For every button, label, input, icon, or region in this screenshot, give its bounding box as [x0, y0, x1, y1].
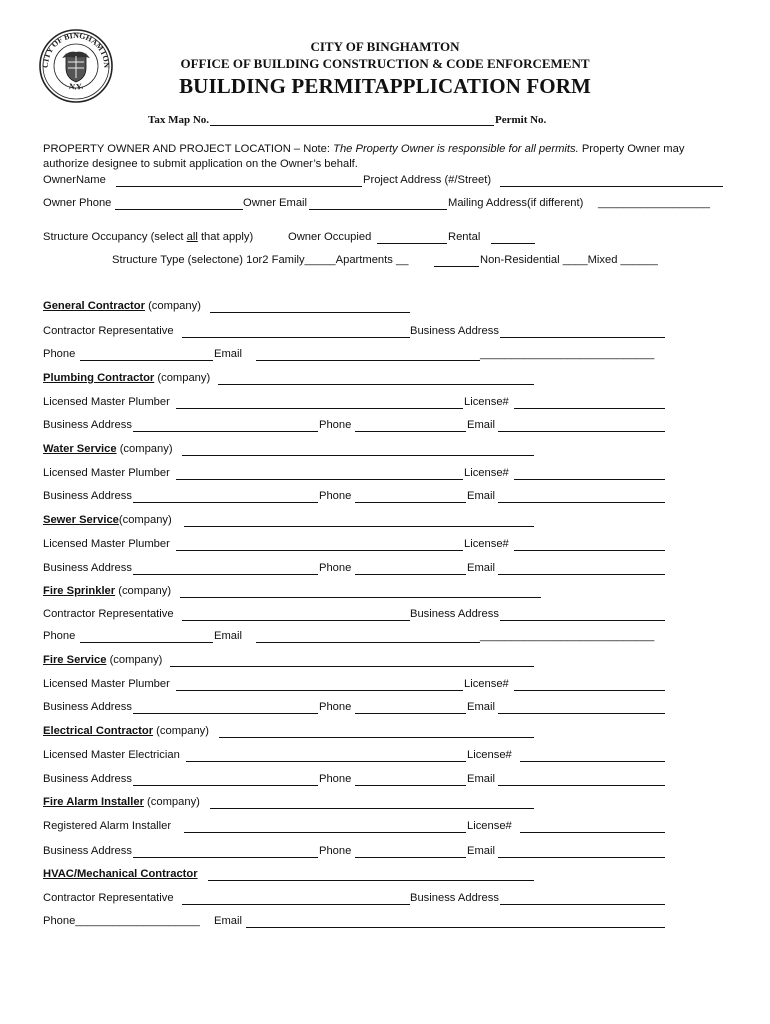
water-license-label: License#: [464, 467, 509, 479]
sprinkler-rep-label: Contractor Representative: [43, 608, 174, 620]
sewer-licensed-field[interactable]: [176, 550, 463, 551]
sprinkler-email-tail: ____________________________: [480, 630, 655, 642]
electrical-company-field[interactable]: [219, 737, 534, 738]
general-contractor-heading: General Contractor (company): [43, 300, 201, 312]
sprinkler-business-address-field[interactable]: [500, 620, 665, 621]
sewer-business-address-field[interactable]: [133, 574, 318, 575]
sewer-service-heading: Sewer Service(company): [43, 514, 172, 526]
owner-occupied-field[interactable]: [377, 243, 447, 244]
fire-service-company-field[interactable]: [170, 666, 534, 667]
general-phone-label: Phone: [43, 348, 76, 360]
rental-field[interactable]: [491, 243, 535, 244]
alarm-licensed-label: Registered Alarm Installer: [43, 820, 172, 832]
plumbing-phone-label: Phone: [319, 419, 352, 431]
fire-service-phone-label: Phone: [319, 701, 352, 713]
water-licensed-label: Licensed Master Plumber: [43, 467, 170, 479]
structure-type-label: Structure Type (selectone) 1or2 Family_____Apartments __: [112, 254, 409, 266]
fire-alarm-installer-heading: Fire Alarm Installer (company): [43, 796, 200, 808]
alarm-license-field[interactable]: [520, 832, 665, 833]
sewer-phone-field[interactable]: [355, 574, 466, 575]
fire-service-licensed-field[interactable]: [176, 690, 463, 691]
plumbing-company-field[interactable]: [218, 384, 534, 385]
electrical-contractor-heading: Electrical Contractor (company): [43, 725, 210, 737]
sewer-company-field[interactable]: [184, 526, 534, 527]
sewer-license-label: License#: [464, 538, 509, 550]
alarm-business-address-label: Business Address: [43, 845, 132, 857]
fire-service-email-field[interactable]: [498, 713, 665, 714]
form-title: BUILDING PERMITAPPLICATION FORM: [179, 74, 591, 98]
fire-service-license-label: License#: [464, 678, 509, 690]
city-heading: CITY OF BINGHAMTON: [310, 39, 460, 54]
tax-map-label: Tax Map No.: [148, 114, 210, 126]
general-business-address-label: Business Address: [410, 325, 499, 337]
structure-occupancy-label: Structure Occupancy (select all that apply): [43, 231, 254, 243]
hvac-phone-label: Phone____________________: [43, 915, 200, 927]
property-note-line2: authorize designee to submit application on the Owner’s behalf.: [43, 158, 358, 170]
sprinkler-rep-field[interactable]: [182, 620, 410, 621]
electrical-email-field[interactable]: [498, 785, 665, 786]
water-company-field[interactable]: [182, 455, 534, 456]
plumbing-licensed-label: Licensed Master Plumber: [43, 396, 170, 408]
seal-top-text: CITY OF BINGHAMTON: [40, 31, 112, 69]
owner-name-label: OwnerName: [43, 174, 106, 186]
general-rep-field[interactable]: [182, 337, 410, 338]
plumbing-contractor-heading: Plumbing Contractor (company): [43, 372, 211, 384]
fire-service-email-label: Email: [467, 701, 495, 713]
fire-service-business-address-field[interactable]: [133, 713, 318, 714]
sprinkler-phone-label: Phone: [43, 630, 76, 642]
plumbing-license-field[interactable]: [514, 408, 665, 409]
hvac-rep-label: Contractor Representative: [43, 892, 174, 904]
water-business-address-label: Business Address: [43, 490, 132, 502]
fire-service-licensed-label: Licensed Master Plumber: [43, 678, 170, 690]
electrical-phone-label: Phone: [319, 773, 352, 785]
fire-service-heading: Fire Service (company): [43, 654, 163, 666]
project-address-label: Project Address (#/Street): [363, 174, 492, 186]
alarm-license-label: License#: [467, 820, 512, 832]
water-phone-field[interactable]: [355, 502, 466, 503]
hvac-company-field[interactable]: [208, 880, 534, 881]
alarm-phone-field[interactable]: [355, 857, 466, 858]
owner-phone-field[interactable]: [115, 209, 243, 210]
rental-label: Rental: [448, 231, 481, 243]
hvac-business-address-field[interactable]: [500, 904, 665, 905]
general-rep-label: Contractor Representative: [43, 325, 174, 337]
general-company-field[interactable]: [210, 312, 410, 313]
plumbing-phone-field[interactable]: [355, 431, 466, 432]
plumbing-email-label: Email: [467, 419, 495, 431]
general-email-field[interactable]: [256, 360, 480, 361]
general-email-label: Email: [214, 348, 242, 360]
sewer-license-field[interactable]: [514, 550, 665, 551]
seal-bottom-text: N.Y.: [68, 81, 84, 92]
electrical-licensed-field[interactable]: [186, 761, 466, 762]
sewer-email-label: Email: [467, 562, 495, 574]
permit-no-label: Permit No.: [495, 114, 547, 126]
hvac-contractor-heading: HVAC/Mechanical Contractor: [43, 868, 198, 880]
fire-sprinkler-heading: Fire Sprinkler (company): [43, 585, 172, 597]
mailing-address-field[interactable]: __________________: [598, 197, 710, 209]
fire-service-license-field[interactable]: [514, 690, 665, 691]
alarm-business-address-field[interactable]: [133, 857, 318, 858]
plumbing-business-address-label: Business Address: [43, 419, 132, 431]
non-residential-mixed-label: Non-Residential ____Mixed ______: [480, 254, 658, 266]
owner-name-field[interactable]: [116, 186, 362, 187]
electrical-license-field[interactable]: [520, 761, 665, 762]
water-email-label: Email: [467, 490, 495, 502]
alarm-licensed-field[interactable]: [184, 832, 466, 833]
tax-map-field[interactable]: [210, 125, 494, 126]
water-service-heading: Water Service (company): [43, 443, 173, 455]
sprinkler-business-address-label: Business Address: [410, 608, 499, 620]
sewer-phone-label: Phone: [319, 562, 352, 574]
sprinkler-email-field[interactable]: [256, 642, 480, 643]
water-business-address-field[interactable]: [133, 502, 318, 503]
general-business-address-field[interactable]: [500, 337, 665, 338]
sewer-email-field[interactable]: [498, 574, 665, 575]
water-email-field[interactable]: [498, 502, 665, 503]
hvac-email-field[interactable]: [246, 927, 665, 928]
water-phone-label: Phone: [319, 490, 352, 502]
water-license-field[interactable]: [514, 479, 665, 480]
sewer-business-address-label: Business Address: [43, 562, 132, 574]
electrical-business-address-field[interactable]: [133, 785, 318, 786]
hvac-rep-field[interactable]: [182, 904, 410, 905]
mailing-address-label: Mailing Address(if different): [448, 197, 584, 209]
office-heading: OFFICE OF BUILDING CONSTRUCTION & CODE ENFORCEMENT: [180, 56, 590, 71]
alarm-company-field[interactable]: [210, 808, 534, 809]
plumbing-email-field[interactable]: [498, 431, 665, 432]
sprinkler-phone-field[interactable]: [80, 642, 213, 643]
water-licensed-field[interactable]: [176, 479, 463, 480]
general-phone-field[interactable]: [80, 360, 213, 361]
hvac-business-address-label: Business Address: [410, 892, 499, 904]
hvac-email-label: Email: [214, 915, 242, 927]
sprinkler-company-field[interactable]: [180, 597, 541, 598]
plumbing-licensed-field[interactable]: [176, 408, 463, 409]
electrical-business-address-label: Business Address: [43, 773, 132, 785]
electrical-email-label: Email: [467, 773, 495, 785]
apartments-field[interactable]: [434, 266, 479, 267]
electrical-license-label: License#: [467, 749, 512, 761]
electrical-licensed-label: Licensed Master Electrician: [43, 749, 180, 761]
property-note-line1: PROPERTY OWNER AND PROJECT LOCATION – Note: The Property Owner is responsible for all permits. Property Owner may: [43, 143, 685, 155]
plumbing-license-label: License#: [464, 396, 509, 408]
sprinkler-email-label: Email: [214, 630, 242, 642]
general-email-tail: ____________________________: [480, 348, 655, 360]
sewer-licensed-label: Licensed Master Plumber: [43, 538, 170, 550]
fire-service-phone-field[interactable]: [355, 713, 466, 714]
project-address-field[interactable]: [500, 186, 723, 187]
electrical-phone-field[interactable]: [355, 785, 466, 786]
owner-email-label: Owner Email: [243, 197, 308, 209]
owner-email-field[interactable]: [309, 209, 447, 210]
fire-service-business-address-label: Business Address: [43, 701, 132, 713]
alarm-email-field[interactable]: [498, 857, 665, 858]
owner-occupied-label: Owner Occupied: [288, 231, 372, 243]
alarm-email-label: Email: [467, 845, 495, 857]
alarm-phone-label: Phone: [319, 845, 352, 857]
plumbing-business-address-field[interactable]: [133, 431, 318, 432]
owner-phone-label: Owner Phone: [43, 197, 112, 209]
